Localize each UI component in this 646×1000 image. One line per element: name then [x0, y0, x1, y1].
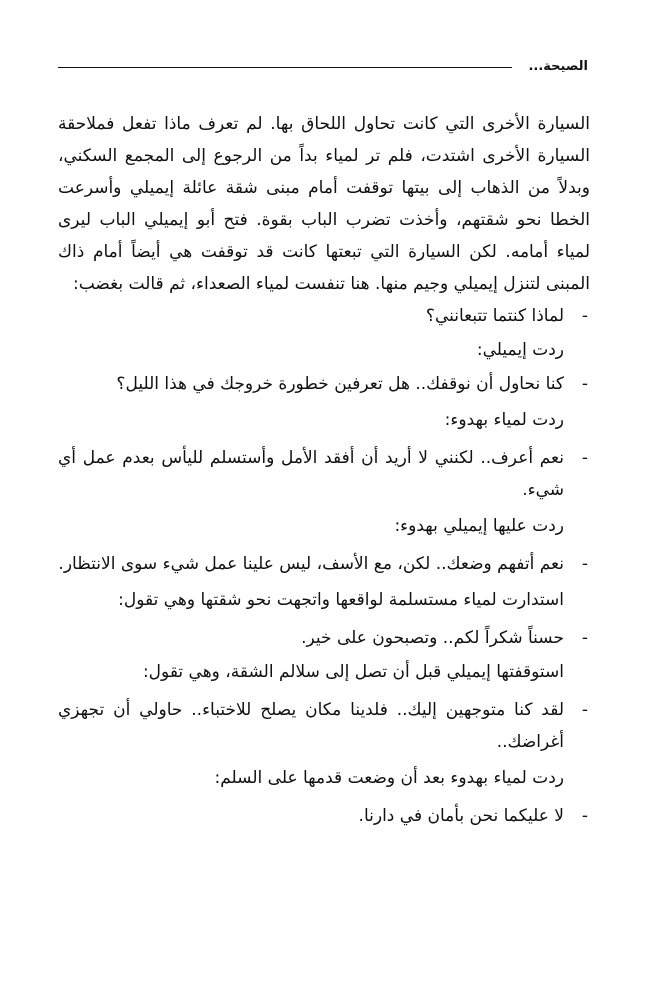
header-rule	[58, 67, 512, 68]
dialogue-line	[58, 442, 590, 506]
intro-paragraph: السيارة الأخرى التي كانت تحاول اللحاق بها. لم تعرف ماذا تفعل فملاحقة السيارة الأخرى اشتدت، فلم تر لمياء بداً من الرجوع إلى المجمع السكني، وبدلاً من الذهاب إلى بيتها توقفت أمام مبنى شقة عائلة إيميلي وأسرعت الخطا نحو شقتهم، وأخذت تضرب الباب بقوة. فتح أبو إيميلي الباب ليرى لمياء أمامه. لكن السيارة التي تبعتها كانت قد توقفت هي أيضاً أمام ذاك المبنى لتنزل إيميلي وجيم منها. هنا تنفست لمياء الصعداء، ثم قالت بغضب:	[58, 114, 590, 294]
dialogue-dash: -	[581, 628, 588, 648]
dialogue-dash: -	[581, 700, 588, 720]
dialogue-text: كنا نحاول أن نوقفك.. هل تعرفين خطورة خروجك في هذا الليل؟	[116, 374, 564, 394]
page-body	[58, 108, 590, 832]
dialogue-dash: -	[581, 374, 588, 394]
dialogue-text: نعم أتفهم وضعك.. لكن، مع الأسف، ليس علينا عمل شيء سوى الانتظار.	[58, 554, 564, 574]
dialogue-line	[58, 368, 590, 400]
chapter-title: الصيحة...	[528, 59, 588, 74]
narration-line: ردت إيميلي:	[476, 340, 564, 360]
narration-line: استوقفتها إيميلي قبل أن تصل إلى سلالم الشقة، وهي تقول:	[142, 662, 564, 682]
narration-line: ردت لمياء بهدوء بعد أن وضعت قدمها على السلم:	[214, 768, 564, 788]
dialogue-text: نعم أعرف.. لكنني لا أريد أن أفقد الأمل وأستسلم لليأس بعدم عمل أي شيء.	[58, 448, 564, 500]
dialogue-line	[58, 622, 590, 654]
dialogue-dash: -	[581, 554, 588, 574]
dialogue-line	[58, 300, 590, 332]
dialogue-line	[58, 694, 590, 758]
dialogue-line	[58, 548, 590, 580]
dialogue-text: حسناً شكراً لكم.. وتصبحون على خير.	[301, 628, 564, 648]
running-header	[58, 56, 588, 78]
narration-line: استدارت لمياء مستسلمة لواقعها واتجهت نحو شقتها وهي تقول:	[118, 590, 564, 610]
dialogue-text: لماذا كنتما تتبعانني؟	[425, 306, 564, 326]
dialogue-text: لقد كنا متوجهين إليك.. فلدينا مكان يصلح للاختباء.. حاولي أن تجهزي أغراضك..	[58, 700, 564, 752]
dialogue-dash: -	[581, 306, 588, 326]
dialogue-dash: -	[581, 448, 588, 468]
narration-line: ردت عليها إيميلي بهدوء:	[394, 516, 564, 536]
dialogue-text: لا عليكما نحن بأمان في دارنا.	[358, 806, 564, 826]
dialogue-line	[58, 800, 590, 832]
narration-line: ردت لمياء بهدوء:	[444, 410, 564, 430]
dialogue-dash: -	[581, 806, 588, 826]
